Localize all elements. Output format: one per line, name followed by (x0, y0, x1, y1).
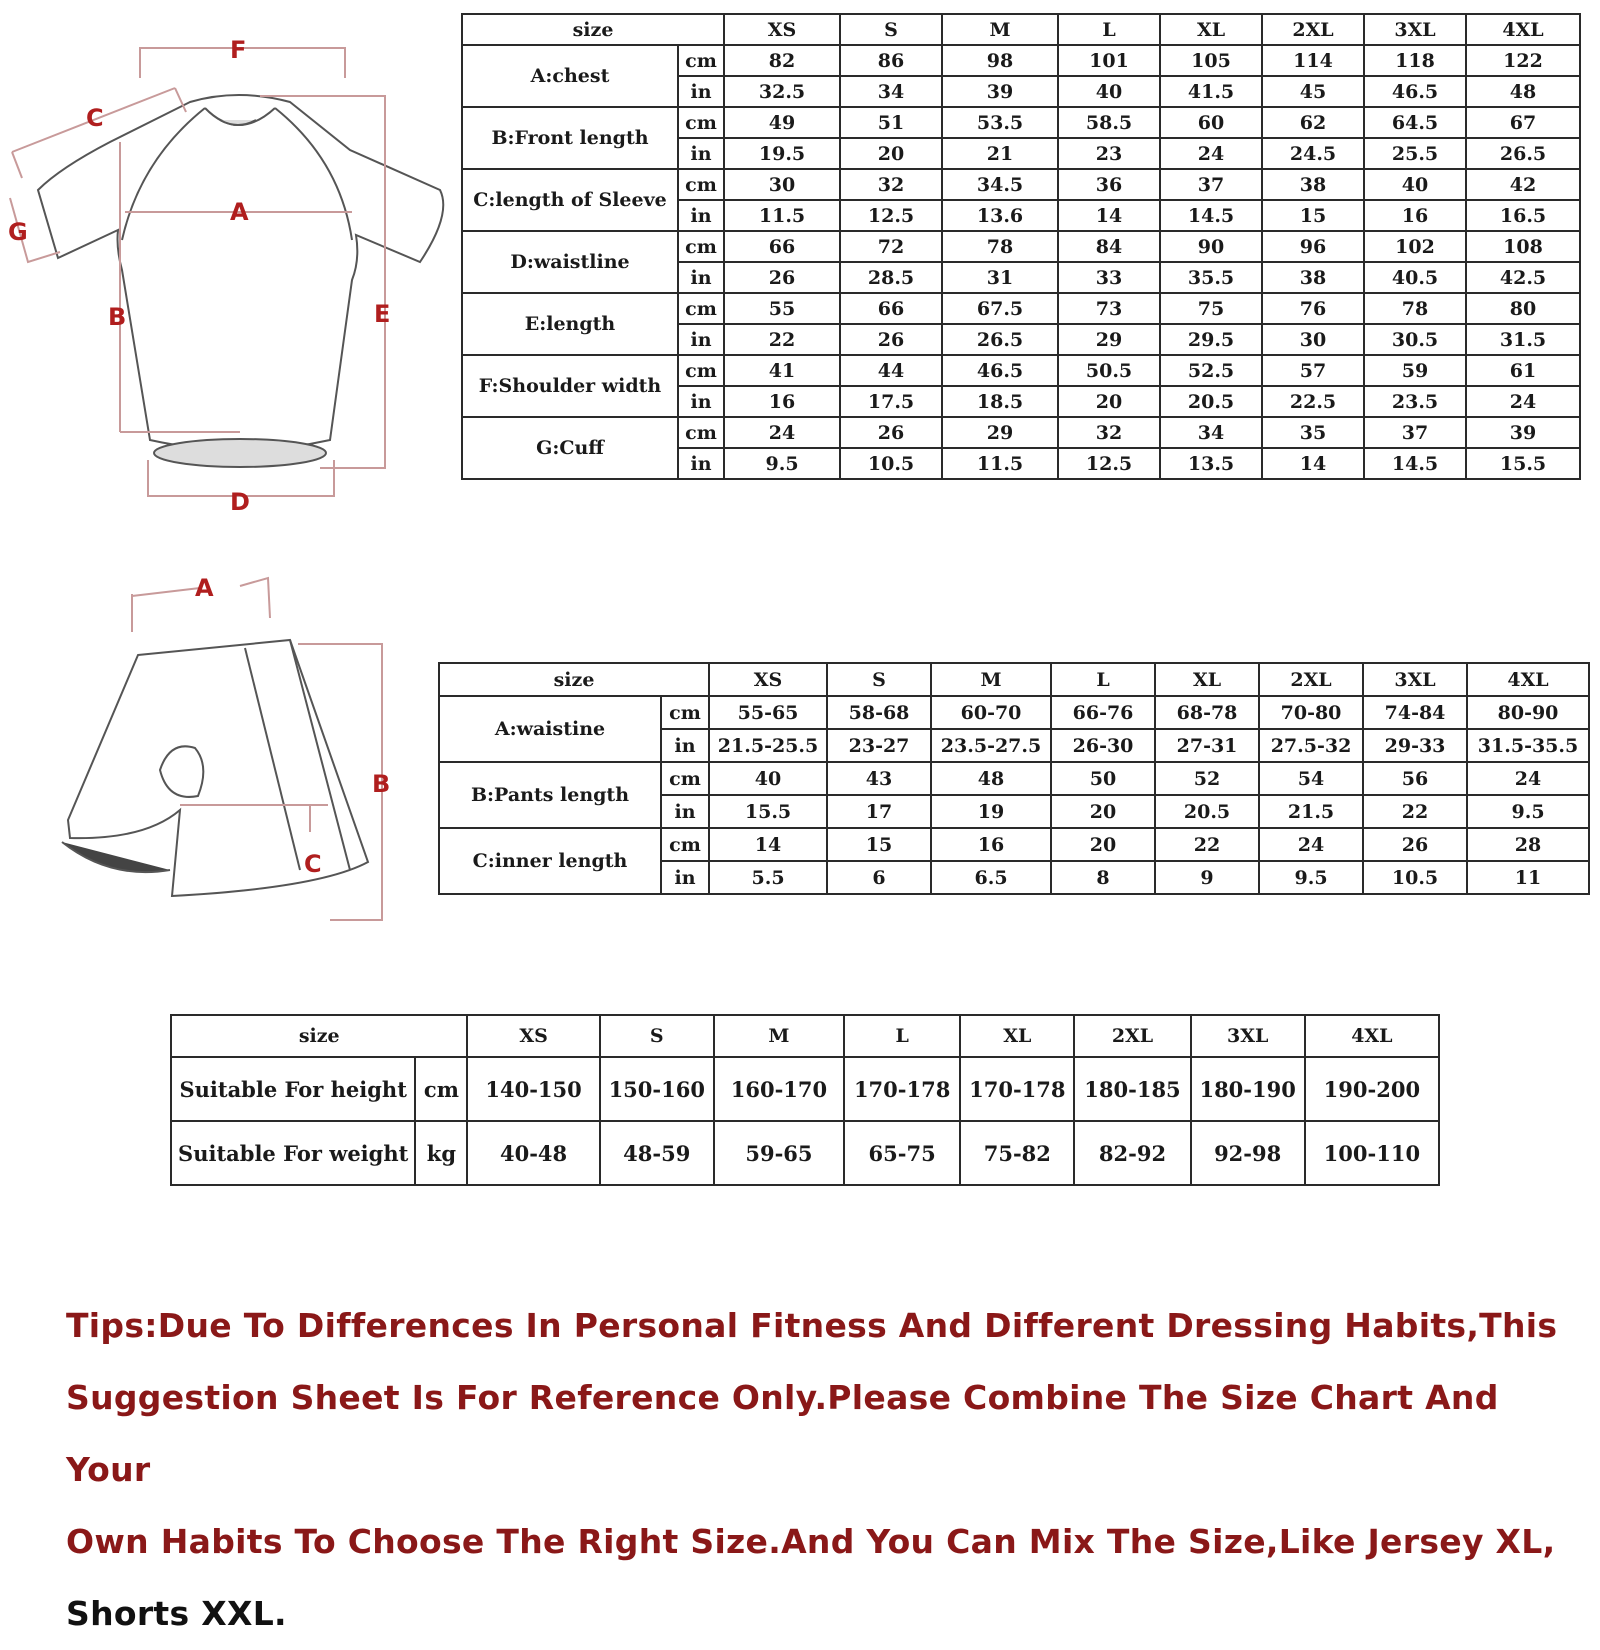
value-cell: 102 (1364, 231, 1466, 262)
unit-cell: cm (678, 231, 724, 262)
value-cell: 22.5 (1262, 386, 1364, 417)
table-row (462, 45, 1580, 76)
height-weight-table (170, 1014, 1440, 1186)
value-cell: 46.5 (1364, 76, 1466, 107)
value-cell: 15.5 (1466, 448, 1580, 479)
value-cell: 39 (1466, 417, 1580, 448)
value-cell: 24 (724, 417, 840, 448)
unit-cell: in (661, 795, 709, 828)
value-cell: 82 (724, 45, 840, 76)
measure-label: A:waistine (439, 696, 661, 762)
value-cell: 40-48 (467, 1121, 599, 1185)
value-cell: 48-59 (600, 1121, 714, 1185)
size-col: 4XL (1466, 14, 1580, 45)
size-col: XS (467, 1015, 599, 1057)
value-cell: 55 (724, 293, 840, 324)
size-col: XL (960, 1015, 1074, 1057)
value-cell: 40.5 (1364, 262, 1466, 293)
value-cell: 78 (942, 231, 1058, 262)
value-cell: 24 (1259, 828, 1363, 861)
value-cell: 60-70 (931, 696, 1051, 729)
unit-cell: in (678, 448, 724, 479)
value-cell: 66 (840, 293, 942, 324)
value-cell: 57 (1262, 355, 1364, 386)
value-cell: 44 (840, 355, 942, 386)
value-cell: 12.5 (1058, 448, 1160, 479)
tips-note (66, 1290, 1566, 1650)
value-cell: 19 (931, 795, 1051, 828)
value-cell: 45 (1262, 76, 1364, 107)
shorts-diagram (50, 570, 430, 940)
value-cell: 24.5 (1262, 138, 1364, 169)
size-col: M (942, 14, 1058, 45)
value-cell: 23-27 (827, 729, 931, 762)
value-cell: 40 (709, 762, 827, 795)
value-cell: 73 (1058, 293, 1160, 324)
value-cell: 34 (840, 76, 942, 107)
unit-cell: kg (415, 1121, 467, 1185)
unit-cell: cm (678, 355, 724, 386)
value-cell: 26 (840, 324, 942, 355)
size-header: size (462, 14, 724, 45)
value-cell: 11.5 (724, 200, 840, 231)
value-cell: 14 (1262, 448, 1364, 479)
size-col: 4XL (1467, 663, 1589, 696)
measure-label: Suitable For weight (171, 1121, 415, 1185)
value-cell: 23.5 (1364, 386, 1466, 417)
unit-cell: in (678, 386, 724, 417)
value-cell: 14.5 (1160, 200, 1262, 231)
unit-cell: in (678, 138, 724, 169)
unit-cell: cm (678, 45, 724, 76)
value-cell: 33 (1058, 262, 1160, 293)
size-col: 2XL (1074, 1015, 1190, 1057)
header-row (171, 1015, 1439, 1057)
jersey-size-table (461, 13, 1581, 480)
value-cell: 15 (827, 828, 931, 861)
value-cell: 75-82 (960, 1121, 1074, 1185)
value-cell: 17.5 (840, 386, 942, 417)
label-d: D (230, 488, 250, 516)
value-cell: 16 (931, 828, 1051, 861)
value-cell: 76 (1262, 293, 1364, 324)
value-cell: 90 (1160, 231, 1262, 262)
value-cell: 16 (1364, 200, 1466, 231)
tips-line: Suggestion Sheet Is For Reference Only.Please Combine The Size Chart And Your (66, 1378, 1499, 1489)
table-row (462, 293, 1580, 324)
value-cell: 48 (931, 762, 1051, 795)
value-cell: 98 (942, 45, 1058, 76)
value-cell: 41.5 (1160, 76, 1262, 107)
value-cell: 50.5 (1058, 355, 1160, 386)
unit-cell: in (678, 324, 724, 355)
size-col: M (931, 663, 1051, 696)
value-cell: 29.5 (1160, 324, 1262, 355)
value-cell: 20.5 (1160, 386, 1262, 417)
label-a: A (195, 574, 214, 602)
value-cell: 20 (1051, 795, 1155, 828)
table-row (462, 355, 1580, 386)
measure-label: F:Shoulder width (462, 355, 678, 417)
value-cell: 78 (1364, 293, 1466, 324)
value-cell: 10.5 (840, 448, 942, 479)
value-cell: 74-84 (1363, 696, 1467, 729)
value-cell: 58.5 (1058, 107, 1160, 138)
value-cell: 8 (1051, 861, 1155, 894)
value-cell: 82-92 (1074, 1121, 1190, 1185)
value-cell: 96 (1262, 231, 1364, 262)
unit-cell: cm (661, 762, 709, 795)
value-cell: 62 (1262, 107, 1364, 138)
value-cell: 118 (1364, 45, 1466, 76)
value-cell: 180-190 (1191, 1057, 1305, 1121)
measure-label: C:inner length (439, 828, 661, 894)
value-cell: 12.5 (840, 200, 942, 231)
size-col: S (600, 1015, 714, 1057)
value-cell: 41 (724, 355, 840, 386)
value-cell: 20 (840, 138, 942, 169)
value-cell: 51 (840, 107, 942, 138)
size-col: 2XL (1262, 14, 1364, 45)
value-cell: 9.5 (724, 448, 840, 479)
measure-label: G:Cuff (462, 417, 678, 479)
value-cell: 31.5-35.5 (1467, 729, 1589, 762)
value-cell: 23.5-27.5 (931, 729, 1051, 762)
size-col: S (840, 14, 942, 45)
value-cell: 84 (1058, 231, 1160, 262)
header-row (439, 663, 1589, 696)
value-cell: 39 (942, 76, 1058, 107)
table-row (439, 762, 1589, 795)
unit-cell: in (661, 729, 709, 762)
value-cell: 26 (840, 417, 942, 448)
label-b: B (108, 303, 127, 331)
value-cell: 15 (1262, 200, 1364, 231)
value-cell: 32 (840, 169, 942, 200)
value-cell: 46.5 (942, 355, 1058, 386)
value-cell: 22 (724, 324, 840, 355)
value-cell: 9.5 (1467, 795, 1589, 828)
label-c: C (86, 104, 104, 132)
shorts-size-table (438, 662, 1590, 895)
value-cell: 190-200 (1305, 1057, 1439, 1121)
value-cell: 17 (827, 795, 931, 828)
value-cell: 9 (1155, 861, 1259, 894)
value-cell: 68-78 (1155, 696, 1259, 729)
value-cell: 35 (1262, 417, 1364, 448)
value-cell: 80 (1466, 293, 1580, 324)
value-cell: 38 (1262, 262, 1364, 293)
value-cell: 24 (1466, 386, 1580, 417)
value-cell: 22 (1155, 828, 1259, 861)
value-cell: 26 (1363, 828, 1467, 861)
value-cell: 40 (1058, 76, 1160, 107)
size-col: 3XL (1191, 1015, 1305, 1057)
value-cell: 92-98 (1191, 1121, 1305, 1185)
unit-cell: in (678, 262, 724, 293)
value-cell: 14 (1058, 200, 1160, 231)
value-cell: 80-90 (1467, 696, 1589, 729)
value-cell: 70-80 (1259, 696, 1363, 729)
value-cell: 67 (1466, 107, 1580, 138)
value-cell: 67.5 (942, 293, 1058, 324)
value-cell: 5.5 (709, 861, 827, 894)
value-cell: 59-65 (714, 1121, 844, 1185)
value-cell: 170-178 (844, 1057, 960, 1121)
value-cell: 61 (1466, 355, 1580, 386)
size-col: 3XL (1363, 663, 1467, 696)
value-cell: 6.5 (931, 861, 1051, 894)
value-cell: 16 (724, 386, 840, 417)
value-cell: 65-75 (844, 1121, 960, 1185)
measure-label: E:length (462, 293, 678, 355)
unit-cell: in (678, 76, 724, 107)
table-row (439, 828, 1589, 861)
value-cell: 52.5 (1160, 355, 1262, 386)
value-cell: 19.5 (724, 138, 840, 169)
value-cell: 50 (1051, 762, 1155, 795)
value-cell: 28.5 (840, 262, 942, 293)
value-cell: 32.5 (724, 76, 840, 107)
value-cell: 34 (1160, 417, 1262, 448)
value-cell: 58-68 (827, 696, 931, 729)
label-f: F (230, 36, 247, 64)
size-col: M (714, 1015, 844, 1057)
table-row (462, 107, 1580, 138)
value-cell: 21 (942, 138, 1058, 169)
measure-label: B:Pants length (439, 762, 661, 828)
value-cell: 18.5 (942, 386, 1058, 417)
tips-line: Shorts XXL. (66, 1594, 287, 1633)
value-cell: 64.5 (1364, 107, 1466, 138)
label-b: B (372, 770, 391, 798)
value-cell: 72 (840, 231, 942, 262)
value-cell: 160-170 (714, 1057, 844, 1121)
size-col: XL (1155, 663, 1259, 696)
value-cell: 13.6 (942, 200, 1058, 231)
value-cell: 36 (1058, 169, 1160, 200)
label-e: E (374, 300, 391, 328)
value-cell: 20 (1058, 386, 1160, 417)
value-cell: 101 (1058, 45, 1160, 76)
value-cell: 28 (1467, 828, 1589, 861)
value-cell: 6 (827, 861, 931, 894)
value-cell: 32 (1058, 417, 1160, 448)
unit-cell: cm (661, 696, 709, 729)
label-c: C (304, 850, 322, 878)
value-cell: 21.5 (1259, 795, 1363, 828)
jersey-diagram (0, 30, 460, 530)
value-cell: 20.5 (1155, 795, 1259, 828)
size-col: XL (1160, 14, 1262, 45)
unit-cell: cm (661, 828, 709, 861)
value-cell: 22 (1363, 795, 1467, 828)
value-cell: 10.5 (1363, 861, 1467, 894)
value-cell: 66-76 (1051, 696, 1155, 729)
label-g: G (8, 218, 28, 246)
value-cell: 75 (1160, 293, 1262, 324)
value-cell: 140-150 (467, 1057, 599, 1121)
measure-label: Suitable For height (171, 1057, 415, 1121)
measure-label: D:waistline (462, 231, 678, 293)
value-cell: 24 (1160, 138, 1262, 169)
table-row (439, 696, 1589, 729)
measure-label: B:Front length (462, 107, 678, 169)
label-a: A (230, 198, 249, 226)
value-cell: 15.5 (709, 795, 827, 828)
value-cell: 54 (1259, 762, 1363, 795)
unit-cell: in (661, 861, 709, 894)
size-col: XS (709, 663, 827, 696)
table-row (462, 417, 1580, 448)
value-cell: 66 (724, 231, 840, 262)
value-cell: 40 (1364, 169, 1466, 200)
value-cell: 150-160 (600, 1057, 714, 1121)
value-cell: 29 (942, 417, 1058, 448)
value-cell: 38 (1262, 169, 1364, 200)
value-cell: 26 (724, 262, 840, 293)
value-cell: 20 (1051, 828, 1155, 861)
value-cell: 42.5 (1466, 262, 1580, 293)
measure-label: C:length of Sleeve (462, 169, 678, 231)
value-cell: 24 (1467, 762, 1589, 795)
unit-cell: cm (678, 417, 724, 448)
value-cell: 180-185 (1074, 1057, 1190, 1121)
value-cell: 35.5 (1160, 262, 1262, 293)
value-cell: 105 (1160, 45, 1262, 76)
value-cell: 55-65 (709, 696, 827, 729)
value-cell: 56 (1363, 762, 1467, 795)
unit-cell: cm (678, 169, 724, 200)
value-cell: 60 (1160, 107, 1262, 138)
value-cell: 13.5 (1160, 448, 1262, 479)
size-col: L (1058, 14, 1160, 45)
size-header: size (439, 663, 709, 696)
value-cell: 26-30 (1051, 729, 1155, 762)
value-cell: 26.5 (942, 324, 1058, 355)
value-cell: 14.5 (1364, 448, 1466, 479)
value-cell: 100-110 (1305, 1121, 1439, 1185)
value-cell: 30 (724, 169, 840, 200)
size-col: XS (724, 14, 840, 45)
value-cell: 11 (1467, 861, 1589, 894)
value-cell: 25.5 (1364, 138, 1466, 169)
value-cell: 42 (1466, 169, 1580, 200)
measure-label: A:chest (462, 45, 678, 107)
value-cell: 27.5-32 (1259, 729, 1363, 762)
value-cell: 86 (840, 45, 942, 76)
value-cell: 114 (1262, 45, 1364, 76)
size-col: 2XL (1259, 663, 1363, 696)
value-cell: 16.5 (1466, 200, 1580, 231)
value-cell: 59 (1364, 355, 1466, 386)
value-cell: 122 (1466, 45, 1580, 76)
unit-cell: cm (415, 1057, 467, 1121)
size-col: 3XL (1364, 14, 1466, 45)
value-cell: 52 (1155, 762, 1259, 795)
value-cell: 14 (709, 828, 827, 861)
value-cell: 9.5 (1259, 861, 1363, 894)
value-cell: 31 (942, 262, 1058, 293)
table-row (171, 1057, 1439, 1121)
value-cell: 43 (827, 762, 931, 795)
table-row (171, 1121, 1439, 1185)
size-col: 4XL (1305, 1015, 1439, 1057)
value-cell: 170-178 (960, 1057, 1074, 1121)
value-cell: 29 (1058, 324, 1160, 355)
size-col: L (844, 1015, 960, 1057)
value-cell: 27-31 (1155, 729, 1259, 762)
value-cell: 48 (1466, 76, 1580, 107)
value-cell: 31.5 (1466, 324, 1580, 355)
unit-cell: in (678, 200, 724, 231)
size-header: size (171, 1015, 467, 1057)
value-cell: 30.5 (1364, 324, 1466, 355)
size-col: L (1051, 663, 1155, 696)
value-cell: 37 (1364, 417, 1466, 448)
unit-cell: cm (678, 293, 724, 324)
tips-line: Tips:Due To Differences In Personal Fitness And Different Dressing Habits,This (66, 1306, 1558, 1345)
header-row (462, 14, 1580, 45)
value-cell: 23 (1058, 138, 1160, 169)
value-cell: 108 (1466, 231, 1580, 262)
value-cell: 11.5 (942, 448, 1058, 479)
value-cell: 34.5 (942, 169, 1058, 200)
value-cell: 21.5-25.5 (709, 729, 827, 762)
table-row (462, 231, 1580, 262)
size-col: S (827, 663, 931, 696)
unit-cell: cm (678, 107, 724, 138)
tips-line: Own Habits To Choose The Right Size.And You Can Mix The Size,Like Jersey XL, (66, 1522, 1556, 1561)
value-cell: 29-33 (1363, 729, 1467, 762)
value-cell: 53.5 (942, 107, 1058, 138)
value-cell: 26.5 (1466, 138, 1580, 169)
table-row (462, 169, 1580, 200)
value-cell: 30 (1262, 324, 1364, 355)
value-cell: 49 (724, 107, 840, 138)
value-cell: 37 (1160, 169, 1262, 200)
